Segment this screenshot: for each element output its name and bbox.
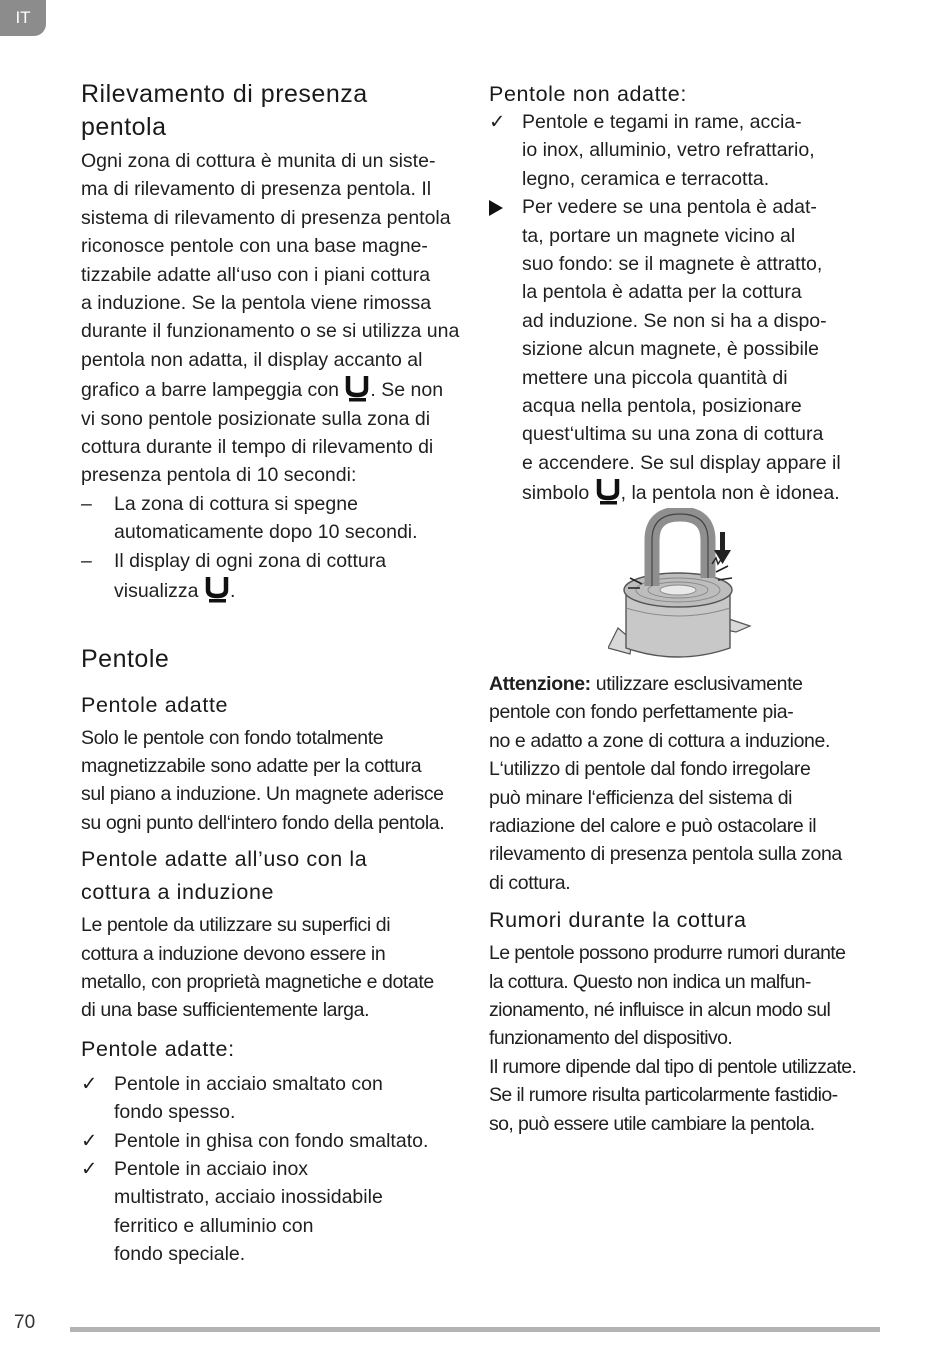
checkmark-icon: ✓ [81, 1072, 98, 1095]
cooking-noise-heading: Rumori durante la cottura [489, 908, 747, 933]
heading-line: pentola [81, 113, 167, 141]
list-item: ✓ Pentole in acciaio inox multistrato, acciaio inossidabile ferritico e alluminio con fondo speciale. [81, 1155, 466, 1269]
footer-divider [70, 1327, 880, 1332]
right-column-lower [489, 670, 874, 1138]
language-tab: IT [0, 0, 46, 36]
suitable-pans-list-heading: Pentole adatte: [81, 1036, 235, 1061]
pan-detection-heading [81, 78, 466, 144]
pot-symbol-icon [344, 374, 370, 402]
unsuitable-pans-heading: Pentole non adatte: [489, 82, 687, 106]
list-item: ✓ Pentole in ghisa con fondo smaltato. [81, 1127, 466, 1155]
pan-detection-paragraph: Ogni zona di cottura è munita di un siste- ma di rilevamento di presenza pentola. Il sistema di rilevamento di presenza pentola riconosce pentole con una base magne- tizzabile adatte all‘uso con i piani cottura a induzione. Se la pentola viene rimossa durante il funzionamento o se si utilizza una pentola non adatta, il display accanto al grafico a barre lampeggia con . Se non vi sono pentole posizionate sulla zona di cottura durante il tempo di rilevamento di presenza pentola di 10 secondi: [81, 150, 460, 487]
pot-symbol-icon [204, 575, 230, 603]
pot-symbol-icon [595, 477, 621, 505]
list-item: – Il display di ogni zona di cottura visualizza . [81, 549, 387, 603]
attention-paragraph: Attenzione: utilizzare esclusivamente pentole con fondo perfettamente pia- no e adatto a zone di cottura a induzione. L‘utilizzo di pentole dal fondo irregolare può minare l‘efficienza del sistema di radiazione del calore e può ostacolare il rilevamento di presenza pentola sulla zona di cottura. [489, 673, 842, 894]
induction-pans-heading: Pentole adatte all’uso con la cottura a induzione [81, 847, 368, 905]
pans-heading: Pentole [81, 644, 170, 673]
list-item: ✓ Pentole e tegami in rame, accia- io inox, alluminio, vetro refrattario, legno, ceramica e terracotta. [489, 108, 874, 193]
heading-line: Rilevamento di presenza [81, 80, 368, 108]
suitable-pans-list [81, 1070, 466, 1269]
page-number: 70 [14, 1312, 36, 1333]
dash-list [81, 490, 466, 606]
instruction-item: Per vedere se una pentola è adat- ta, portare un magnete vicino al suo fondo: se il magnete è attratto, la pentola è adatta per la cottura ad induzione. Se non si ha a dispo- sizione alcun magnete, è possibile mettere una piccola quantità di acqua nella pentola, posizionare quest‘ultima su una zona di cottura e accendere. Se sul display appare il simbolo , la pentola non è idonea. [489, 193, 874, 507]
suitable-pans-heading: Pentole adatte [81, 692, 229, 717]
induction-pans-paragraph: Le pentole da utilizzare su superfici di cottura a induzione devono essere in metallo, con proprietà magnetiche e dotate di una base sufficientemente larga. [81, 914, 434, 1022]
list-item: – La zona di cottura si spegne automaticamente dopo 10 secondi. [81, 492, 418, 544]
left-column [81, 78, 466, 1269]
list-item: ✓ Pentole in acciaio smaltato con fondo spesso. [81, 1070, 466, 1127]
cooking-noise-paragraph: Le pentole possono produrre rumori durante la cottura. Questo non indica un malfun- zionamento, né influisce in alcun modo sul funzionamento del dispositivo. Il rumore dipende dal tipo di pentole utilizzate. Se il rumore risulta particolarmente fastidio- so, può essere utile cambiare la pentola. [489, 942, 857, 1135]
checkmark-icon: ✓ [489, 111, 506, 133]
unsuitable-pans-list [489, 108, 874, 508]
right-column [489, 78, 874, 508]
checkmark-icon: ✓ [81, 1129, 98, 1152]
checkmark-icon: ✓ [81, 1157, 98, 1180]
attention-label: Attenzione: [489, 673, 591, 695]
play-triangle-icon [489, 200, 503, 216]
suitable-pans-paragraph: Solo le pentole con fondo totalmente magnetizzabile sono adatte per la cottura sul piano a induzione. Un magnete aderisce su ogni punto dell‘intero fondo della pentola. [81, 726, 445, 834]
magnet-pot-illustration [608, 508, 758, 668]
